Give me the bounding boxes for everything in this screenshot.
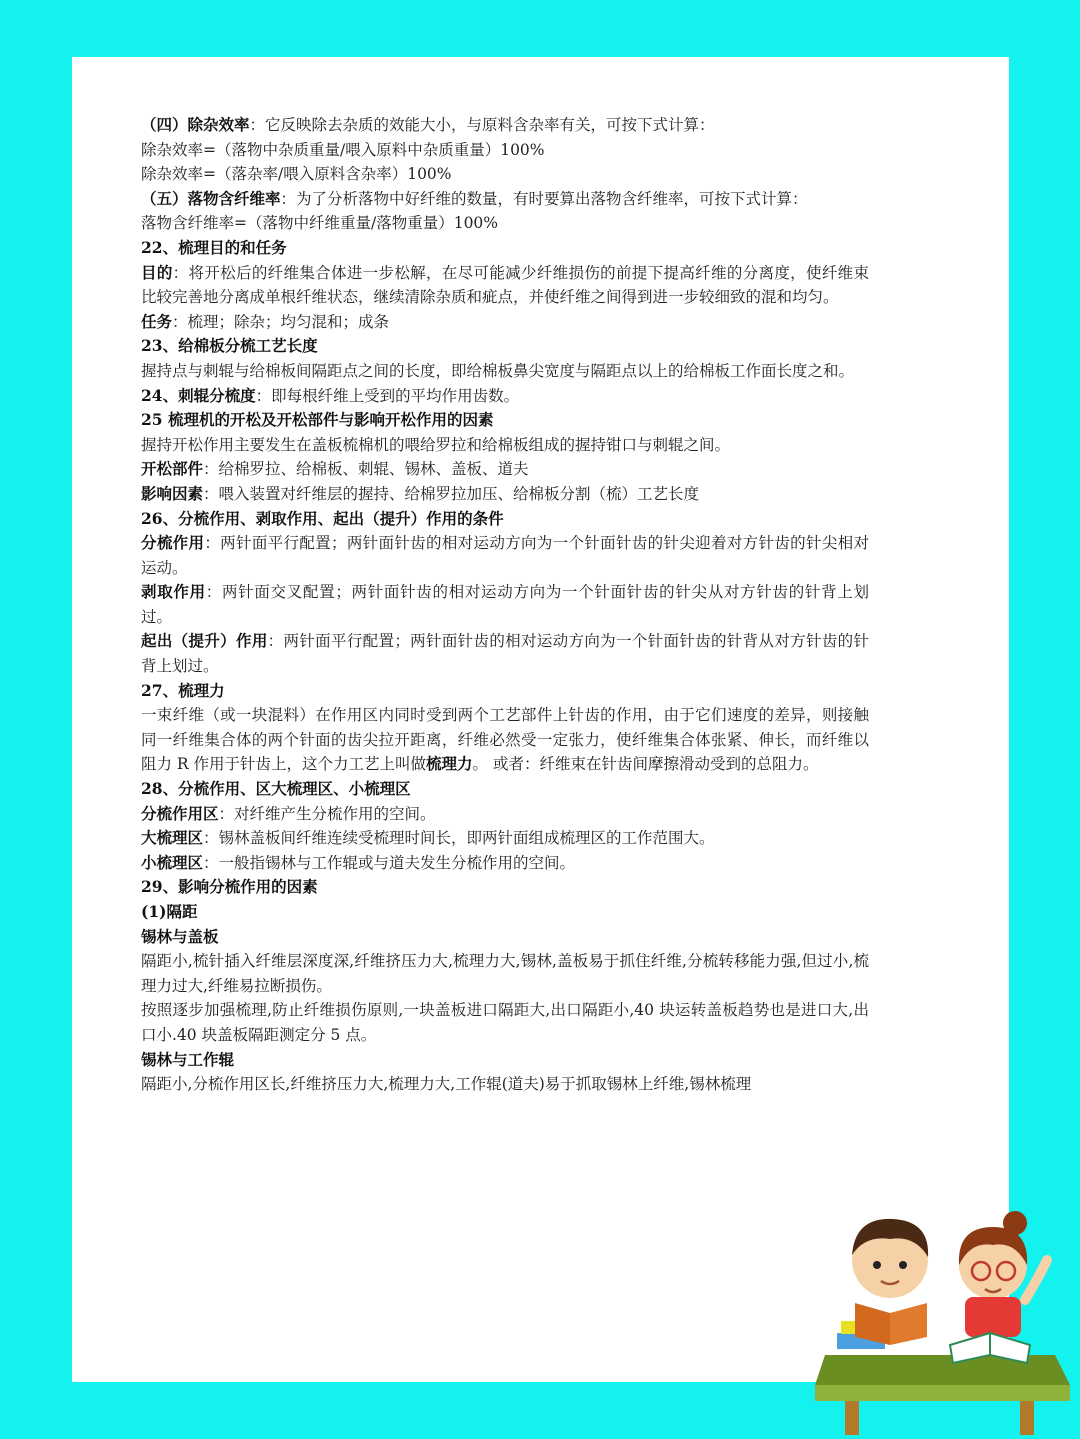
text-line — [141, 113, 869, 138]
text-run: 。 或者：纤维束在针齿间摩擦滑动受到的总阻力。 — [472, 755, 819, 774]
text-run: 握持开松作用主要发生在盖板梳棉机的喂给罗拉和给棉板组成的握持钳口与刺辊之间。 — [141, 435, 731, 454]
text-line — [141, 1048, 869, 1073]
text-run: 一束纤维（或一块混料）在作用区内同时受到两个工艺部件上针齿的作用，由于它们速度的差异，则接触同一纤维集合体的两个针面的齿尖拉开距离，纤维必然受一定张力，使纤维集合体张紧、伸长，而纤维以阻力 R 作用于针齿上，这个力工艺上叫做 — [141, 706, 869, 774]
text-run: ：喂入装置对纤维层的握持、给棉罗拉加压、给棉板分割（梳）工艺长度 — [203, 484, 700, 503]
text-line — [141, 384, 869, 409]
bold-term: 分梳作用区 — [141, 803, 219, 823]
bold-term: 29、影响分梳作用的因素 — [141, 877, 318, 897]
text-line — [141, 580, 869, 629]
children-reading-illustration — [815, 1205, 1070, 1435]
text-run: ：将开松后的纤维集合体进一步松解，在尽可能减少纤维损伤的前提下提高纤维的分离度，使纤维束比较完善地分离成单根纤维状态，继续清除杂质和疵点，并使纤维之间得到进一步较细致的混和均匀。 — [141, 263, 869, 307]
bold-term: 27、梳理力 — [141, 680, 225, 700]
bold-term: 目的 — [141, 262, 173, 282]
text-line — [141, 482, 869, 507]
text-line — [141, 138, 869, 163]
text-run: 除杂效率=（落杂率/喂入原料含杂率）100% — [141, 165, 452, 184]
text-run: 落物含纤维率=（落物中纤维重量/落物重量）100% — [141, 214, 499, 233]
bold-term: 影响因素 — [141, 483, 204, 503]
text-line — [141, 949, 869, 998]
bold-term: 25 梳理机的开松及开松部件与影响开松作用的因素 — [141, 410, 494, 430]
text-line — [141, 826, 869, 851]
text-line — [141, 507, 869, 532]
bold-term: 锡林与盖板 — [141, 926, 219, 946]
text-run: ：一般指锡林与工作辊或与道夫发生分梳作用的空间。 — [203, 853, 576, 872]
text-line — [141, 851, 869, 876]
bold-term: 梳理力 — [426, 754, 473, 774]
text-run: ：给棉罗拉、给棉板、刺辊、锡林、盖板、道夫 — [203, 460, 529, 479]
text-run: 隔距小,梳针插入纤维层深度深,纤维挤压力大,梳理力大,锡林,盖板易于抓住纤维,分梳转移能力强,但过小,梳理力过大,纤维易拉断损伤。 — [141, 952, 869, 995]
text-line — [141, 433, 869, 458]
bold-term: (1)隔距 — [141, 902, 198, 921]
text-line — [141, 310, 869, 335]
bold-term: 23、给棉板分梳工艺长度 — [141, 336, 318, 356]
text-line — [141, 408, 869, 433]
text-line — [141, 629, 869, 678]
text-run: ：为了分析落物中好纤维的数量，有时要算出落物含纤维率，可按下式计算： — [280, 189, 808, 208]
document-body — [141, 113, 869, 1097]
text-line — [141, 334, 869, 359]
bold-term: 28、分梳作用、区大梳理区、小梳理区 — [141, 779, 411, 799]
text-run: ：即每根纤维上受到的平均作用齿数。 — [255, 386, 520, 405]
bold-term: 起出（提升）作用 — [141, 631, 268, 651]
text-line — [141, 261, 869, 310]
text-run: ：梳理；除杂；均匀混和；成条 — [172, 312, 390, 331]
text-line — [141, 679, 869, 704]
text-line — [141, 457, 869, 482]
text-line — [141, 802, 869, 827]
text-line — [141, 359, 869, 384]
text-line — [141, 211, 869, 236]
text-run: 除杂效率=（落物中杂质重量/喂入原料中杂质重量）100% — [141, 140, 545, 159]
bold-term: 26、分梳作用、剥取作用、起出（提升）作用的条件 — [141, 508, 504, 528]
text-run: 隔距小,分梳作用区长,纤维挤压力大,梳理力大,工作辊(道夫)易于抓取锡林上纤维,锡林梳理 — [141, 1075, 752, 1094]
text-run: ：对纤维产生分梳作用的空间。 — [218, 804, 436, 823]
text-run: ：两针面平行配置；两针面针齿的相对运动方向为一个针面针齿的针背从对方针齿的针背上划过。 — [141, 632, 869, 676]
text-run: 握持点与刺辊与给棉板间隔距点之间的长度，即给棉板鼻尖宽度与隔距点以上的给棉板工作面长度之和。 — [141, 361, 855, 380]
text-run: ：两针面交叉配置；两针面针齿的相对运动方向为一个针面针齿的针尖从对方针齿的针背上划过。 — [141, 583, 869, 626]
text-run: ：锡林盖板间纤维连续受梳理时间长，即两针面组成梳理区的工作范围大。 — [203, 829, 715, 848]
bold-term: （四）除杂效率 — [141, 115, 250, 134]
bold-term: 开松部件 — [141, 459, 204, 479]
bold-term: 24、刺辊分梳度 — [141, 385, 256, 405]
bold-term: 锡林与工作辊 — [141, 1049, 235, 1069]
bold-term: 22、梳理目的和任务 — [141, 237, 287, 257]
bold-term: 小梳理区 — [141, 852, 204, 872]
text-line — [141, 900, 869, 925]
bold-term: 大梳理区 — [141, 828, 204, 848]
bold-term: （五）落物含纤维率 — [141, 188, 281, 208]
text-run: ：它反映除去杂质的效能大小，与原料含杂率有关，可按下式计算： — [249, 116, 715, 134]
text-run: 按照逐步加强梳理,防止纤维损伤原则,一块盖板进口隔距大,出口隔距小,40 块运转盖板趋势也是进口大,出口小.40 块盖板隔距测定分 5 点。 — [141, 1001, 869, 1044]
text-run: ：两针面平行配置；两针面针齿的相对运动方向为一个针面针齿的针尖迎着对方针齿的针尖相对运动。 — [141, 534, 869, 577]
text-line — [141, 187, 869, 212]
text-line — [141, 531, 869, 580]
bold-term: 分梳作用 — [141, 533, 205, 553]
text-line — [141, 236, 869, 261]
text-line — [141, 998, 869, 1047]
text-line — [141, 703, 869, 777]
text-line — [141, 162, 869, 187]
bold-term: 剥取作用 — [141, 582, 206, 602]
text-line — [141, 777, 869, 802]
bold-term: 任务 — [141, 311, 173, 331]
text-line — [141, 1072, 869, 1097]
text-line — [141, 875, 869, 900]
text-line — [141, 925, 869, 950]
